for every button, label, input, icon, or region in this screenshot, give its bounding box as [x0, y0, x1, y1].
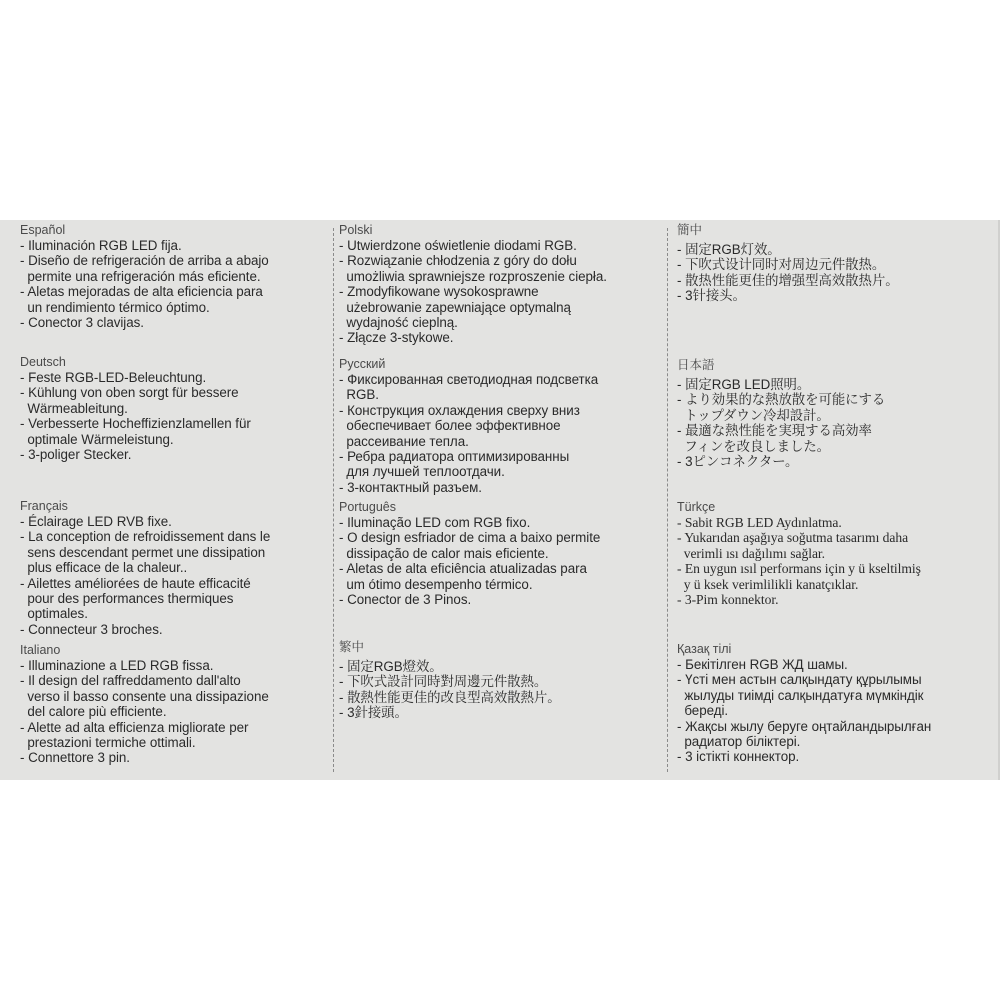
language-heading: 繁中 — [339, 640, 365, 654]
list-item: - Kühlung von oben sorgt für bessere Wärmeableitung. — [20, 385, 239, 416]
list-item: - Ailettes améliorées de haute efficacité pour des performances thermiques optimales. — [20, 575, 251, 622]
language-heading: Polski — [339, 223, 373, 237]
list-item: - Iluminação LED com RGB fixo. — [339, 515, 531, 530]
list-item: - Фиксированная светодиодная подсветка RGB. — [339, 372, 599, 403]
language-heading: Português — [339, 500, 396, 514]
section-traditional-chinese — [339, 640, 561, 721]
list-item: - 3-poliger Stecker. — [20, 447, 132, 463]
list-item: - Conector 3 clavijas. — [20, 315, 144, 331]
list-item: - Connecteur 3 broches. — [20, 621, 163, 637]
list-item: - 3 істікті коннектор. — [677, 749, 800, 765]
section-kazakh — [677, 642, 931, 765]
section-italiano — [20, 643, 269, 766]
list-item: - 3-контактный разъем. — [339, 479, 482, 495]
list-item: - Iluminación RGB LED fija. — [20, 238, 182, 253]
list-item: - より効果的な熱放散を可能にする トップダウン冷却設計。 — [677, 392, 886, 423]
list-item: - Zmodyfikowane wysokosprawne użebrowanie zapewniające optymalną wydajność cieplną. — [339, 284, 571, 331]
feature-list — [677, 242, 899, 304]
feature-list — [339, 659, 561, 721]
list-item: - Ребра радиатора оптимизированны для лучшей теплоотдачи. — [339, 449, 570, 480]
list-item: - Utwierdzone oświetlenie diodami RGB. — [339, 238, 577, 253]
language-heading: Italiano — [20, 643, 61, 657]
list-item: - Éclairage LED RVB fixe. — [20, 514, 172, 529]
list-item: - 固定RGB LED照明。 — [677, 377, 811, 392]
list-item: - Sabit RGB LED Aydınlatma. — [677, 515, 842, 530]
feature-list — [20, 370, 251, 462]
list-item: - 3針接頭。 — [339, 705, 408, 721]
section-japanese — [677, 358, 885, 469]
column-divider — [667, 228, 668, 772]
section-polski — [339, 223, 607, 346]
list-item: - La conception de refroidissement dans le sens descendant permet une dissipation plus efficace de la chaleur.. — [20, 529, 271, 576]
list-item: - Conector de 3 Pinos. — [339, 592, 472, 608]
feature-list — [20, 514, 270, 637]
language-heading: 日本語 — [677, 358, 715, 372]
column-divider — [333, 228, 334, 772]
list-item: - Connettore 3 pin. — [20, 750, 130, 766]
language-heading: Español — [20, 223, 66, 237]
language-heading: 簡中 — [677, 223, 703, 237]
feature-list — [339, 372, 598, 495]
feature-list — [677, 515, 921, 607]
list-item: - Жақсы жылу беруге оңтайландырылған радиатор біліктері. — [677, 718, 932, 750]
list-item: - Diseño de refrigeración de arriba a abajo permite una refrigeración más eficiente. — [20, 253, 269, 284]
list-item: - Alette ad alta efficienza migliorate per prestazioni termiche ottimali. — [20, 719, 249, 751]
list-item: - Yukarıdan aşağıya soğutma tasarımı daha verimli ısı dağılımı sağlar. — [677, 530, 909, 561]
feature-list — [339, 238, 607, 346]
list-item: - 下吹式设计同时对周边元件散热。 — [677, 257, 886, 273]
list-item: - Rozwiązanie chłodzenia z góry do dołu umożliwia sprawniejsze rozproszenie ciepła. — [339, 253, 607, 284]
multilingual-feature-panel — [0, 220, 1000, 780]
list-item: - Aletas mejoradas de alta eficiencia para un rendimiento térmico óptimo. — [20, 284, 263, 315]
feature-list — [677, 377, 885, 469]
feature-list — [339, 515, 600, 607]
list-item: - En uygun ısıl performans için y ü kseltilmiş y ü ksek verimlilikli kanatçıklar. — [677, 561, 921, 592]
list-item: - Feste RGB-LED-Beleuchtung. — [20, 370, 207, 385]
language-heading: Қазақ тілі — [677, 642, 732, 656]
list-item: - Үсті мен астын салқындату құрылымы жылуды тиімді салқындатуға мүмкіндік береді. — [677, 672, 924, 719]
list-item: - Illuminazione a LED RGB fissa. — [20, 658, 214, 673]
list-item: - 下吹式設計同時對周邊元件散熱。 — [339, 674, 548, 690]
section-turkce — [677, 500, 921, 607]
section-espanol — [20, 223, 269, 330]
list-item: - Verbesserte Hocheffizienzlamellen für optimale Wärmeleistung. — [20, 416, 251, 447]
section-portugues — [339, 500, 600, 607]
list-item: - Конструкция охлаждения сверху вниз обеспечивает более эффективное рассеивание тепла. — [339, 402, 580, 449]
list-item: - O design esfriador de cima a baixo permite dissipação de calor mais eficiente. — [339, 530, 601, 561]
feature-list — [677, 657, 931, 765]
language-heading: Русский — [339, 357, 386, 371]
list-item: - Aletas de alta eficiência atualizadas para um ótimo desempenho térmico. — [339, 561, 587, 592]
section-simplified-chinese — [677, 223, 899, 304]
list-item: - Złącze 3-stykowe. — [339, 330, 454, 346]
section-deutsch — [20, 355, 251, 462]
section-russkiy — [339, 357, 598, 495]
list-item: - 3针接头。 — [677, 288, 746, 304]
language-heading: Deutsch — [20, 355, 66, 369]
list-item: - 3-Pim konnektor. — [677, 592, 779, 608]
list-item: - 最適な熱性能を実現する高効率 フィンを改良しました。 — [677, 423, 872, 454]
language-heading: Türkçe — [677, 500, 716, 514]
section-francais — [20, 499, 270, 637]
list-item: - Il design del raffreddamento dall'alto verso il basso consente una dissipazione del calore più efficiente. — [20, 673, 269, 720]
language-heading: Français — [20, 499, 68, 513]
feature-list — [20, 658, 269, 766]
list-item: - 固定RGB灯效。 — [677, 242, 781, 257]
list-item: - 散热性能更佳的增强型高效散热片。 — [677, 272, 899, 288]
list-item: - Бекітілген RGB ЖД шамы. — [677, 657, 848, 672]
list-item: - 固定RGB燈效。 — [339, 659, 443, 674]
list-item: - 散熱性能更佳的改良型高效散熱片。 — [339, 689, 561, 705]
list-item: - 3ピンコネクター。 — [677, 454, 799, 470]
feature-list — [20, 238, 269, 330]
